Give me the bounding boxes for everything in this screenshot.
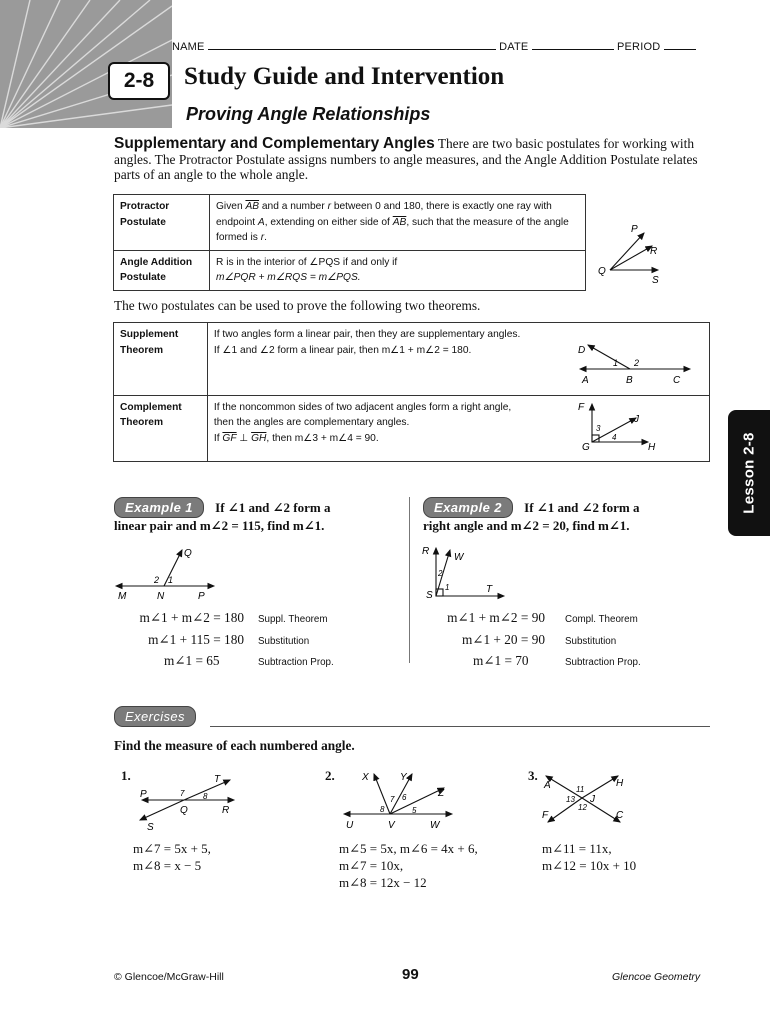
step-equation: m∠1 = 65 xyxy=(164,653,220,668)
example-2-figure xyxy=(420,542,510,602)
exercise-2-number: 2. xyxy=(325,768,335,783)
label-h: H xyxy=(616,778,624,789)
given-equation: m∠11 = 11x, xyxy=(542,841,612,856)
label-u: U xyxy=(346,820,354,830)
postulate-text xyxy=(210,195,586,251)
postulate-name-line: Protractor xyxy=(120,201,170,212)
theorem-name-line: Complement xyxy=(120,401,182,413)
exercises-rule xyxy=(210,726,710,727)
example-2-steps xyxy=(421,608,641,673)
label-s: S xyxy=(652,275,659,286)
lesson-tab xyxy=(728,410,770,536)
theorem-line: then the angles are complementary angles. xyxy=(213,417,410,428)
theorem-line: If the noncommon sides of two adjacent angles form a right angle, xyxy=(213,401,512,413)
ray-ab: $\overline{AB}$ xyxy=(392,216,407,228)
label-3: 3 xyxy=(596,423,601,433)
table-row xyxy=(114,195,586,251)
date-field[interactable] xyxy=(532,40,614,50)
theorem-name xyxy=(114,395,208,462)
label-6: 6 xyxy=(402,793,407,802)
label-h: H xyxy=(648,441,656,452)
text-run: Given xyxy=(216,201,246,212)
theorems-intro: The two postulates can be used to prove the following two theorems. xyxy=(114,298,481,313)
page-subtitle: Proving Angle Relationships xyxy=(186,104,431,124)
exercise-2-givens xyxy=(339,840,478,891)
name-label: NAME xyxy=(172,41,205,53)
theorem-name-line: Theorem xyxy=(120,417,164,428)
label-1: 1 xyxy=(168,575,174,585)
postulate-line: R is in the interior of ∠PQS if and only if xyxy=(216,256,398,268)
label-j: J xyxy=(590,794,595,805)
angle-pqs-figure xyxy=(594,218,674,288)
label-r: R xyxy=(650,246,658,257)
table-row xyxy=(114,395,710,462)
complement-figure xyxy=(578,400,698,452)
theorem-line: If two angles form a linear pair, then they are supplementary angles. xyxy=(213,329,521,340)
theorem-line: If ∠1 and ∠2 form a linear pair, then m∠1 + m∠2 = 180. xyxy=(213,344,472,356)
step-equation: m∠1 = 70 xyxy=(473,653,529,668)
text-run: , extending on either side of xyxy=(264,216,393,228)
label-a: A xyxy=(544,780,551,791)
date-label: DATE xyxy=(499,41,529,53)
label-1: 1 xyxy=(613,358,619,368)
section-intro xyxy=(114,136,714,183)
label-1: 1 xyxy=(445,583,450,592)
text-run: , such that the measure of the angle formed is xyxy=(216,216,569,243)
given-equation: m∠5 = 5x, m∠6 = 4x + 6, xyxy=(339,841,478,856)
step-row xyxy=(421,651,641,673)
given-equation: m∠7 = 10x, xyxy=(339,858,404,873)
step-equation: m∠1 + 115 = 180 xyxy=(148,631,244,647)
theorem-name-line: Theorem xyxy=(120,344,164,356)
label-8: 8 xyxy=(380,805,385,814)
table-row xyxy=(114,250,586,290)
complement-figure-cell xyxy=(572,395,709,462)
ray-ab: $\overline{AB}$ xyxy=(245,201,260,212)
label-s: S xyxy=(426,590,433,601)
theorems-table xyxy=(113,322,710,462)
postulate-line: m∠PQR + m∠RQS = m∠PQS. xyxy=(216,272,361,283)
section-heading: Supplementary and Complementary Angles xyxy=(114,135,435,152)
label-q: Q xyxy=(180,805,188,816)
label-5: 5 xyxy=(412,806,417,815)
text-run: If xyxy=(213,432,223,444)
label-11: 11 xyxy=(576,785,585,794)
label-j: J xyxy=(634,413,640,425)
example-1-steps xyxy=(112,608,334,673)
exercise-3-figure xyxy=(538,768,638,830)
page-title: Study Guide and Intervention xyxy=(184,63,505,90)
theorem-text xyxy=(207,395,572,462)
exercises-instruction: Find the measure of each numbered angle. xyxy=(114,738,355,753)
label-z: Z xyxy=(438,788,445,799)
example-2-badge: Example 2 xyxy=(423,497,513,518)
step-reason: Substitution xyxy=(565,635,617,647)
exercises-badge: Exercises xyxy=(114,706,196,727)
step-row xyxy=(112,630,334,652)
example-1-question-line: If ∠1 and ∠2 form a xyxy=(215,500,331,515)
supplement-figure xyxy=(578,327,698,385)
example-1-badge: Example 1 xyxy=(114,497,204,518)
label-w: W xyxy=(430,820,440,830)
label-x: X xyxy=(362,772,369,783)
label-c: C xyxy=(673,375,681,385)
label-t: T xyxy=(486,584,493,595)
lesson-tab-label: Lesson 2-8 xyxy=(740,432,758,514)
label-d: D xyxy=(578,345,586,356)
period-field[interactable] xyxy=(664,40,696,50)
label-q: Q xyxy=(184,548,192,559)
exercise-1-givens xyxy=(133,840,211,874)
section-intro-text: There are two basic postulates for working with angles. The Protractor Postulate assigns numbers to angle measures, and the Angle Addition Postulate relates parts of an angle to the whole angle. xyxy=(114,136,698,182)
postulate-name xyxy=(114,195,210,251)
label-12: 12 xyxy=(578,803,587,812)
theorem-name xyxy=(114,323,208,396)
example-1-question xyxy=(114,497,404,534)
table-row xyxy=(114,323,710,396)
segment-gh: $\overline{GH}$ xyxy=(251,432,267,444)
postulate-name xyxy=(114,250,210,290)
step-row xyxy=(112,608,334,630)
var-r: r xyxy=(327,201,331,212)
postulate-text xyxy=(210,250,586,290)
footer-book-title: Glencoe Geometry xyxy=(612,971,701,983)
text-run: . xyxy=(264,232,267,243)
example-2-question-line: If ∠1 and ∠2 form a xyxy=(524,500,640,515)
text-run: , then m∠3 + m∠4 = 90. xyxy=(266,432,379,444)
example-1-question-line: linear pair and m∠2 = 115, find m∠1. xyxy=(114,518,325,533)
postulate-name-line: Postulate xyxy=(120,216,166,228)
given-equation: m∠12 = 10x + 10 xyxy=(542,858,637,873)
label-v: V xyxy=(388,820,395,830)
example-2-question xyxy=(423,497,713,534)
label-8: 8 xyxy=(203,792,208,801)
label-s: S xyxy=(147,822,154,833)
label-2: 2 xyxy=(634,358,640,368)
step-row xyxy=(421,608,641,630)
period-label: PERIOD xyxy=(616,41,661,53)
supplement-figure-cell xyxy=(572,323,709,396)
postulate-name-line: Angle Addition xyxy=(120,256,193,268)
example-1-figure xyxy=(114,544,224,602)
label-m: M xyxy=(118,591,127,602)
exercise-1-number: 1. xyxy=(121,768,131,783)
exercise-3-number: 3. xyxy=(528,768,538,783)
label-p: P xyxy=(198,591,205,602)
label-b: B xyxy=(626,375,634,385)
label-c: C xyxy=(616,810,624,821)
name-field[interactable] xyxy=(208,40,496,50)
step-equation: m∠1 + m∠2 = 90 xyxy=(447,610,545,625)
name-date-period-line xyxy=(172,40,696,53)
label-a: A xyxy=(582,375,590,385)
step-equation: m∠1 + m∠2 = 180 xyxy=(139,610,244,625)
text-run: ⊥ xyxy=(236,432,252,444)
label-7: 7 xyxy=(390,795,395,804)
step-reason: Compl. Theorem xyxy=(565,614,638,625)
point-a: A xyxy=(257,216,265,228)
page-number: 99 xyxy=(402,966,419,983)
label-p: P xyxy=(140,789,147,800)
var-r: r xyxy=(260,232,265,243)
label-4: 4 xyxy=(612,432,617,442)
given-equation: m∠8 = x − 5 xyxy=(133,858,202,873)
footer-copyright: © Glencoe/McGraw-Hill xyxy=(114,971,224,983)
label-f: F xyxy=(578,401,585,413)
label-r: R xyxy=(222,805,230,816)
step-reason: Substitution xyxy=(258,635,310,647)
step-equation: m∠1 + 20 = 90 xyxy=(461,631,545,647)
label-y: Y xyxy=(400,772,407,783)
examples-divider xyxy=(409,497,410,663)
label-t: T xyxy=(214,774,221,785)
label-13: 13 xyxy=(566,795,575,804)
step-row xyxy=(112,651,334,673)
label-p: P xyxy=(631,224,638,235)
given-equation: m∠7 = 5x + 5, xyxy=(133,841,211,856)
text-run: and a number xyxy=(259,201,328,212)
step-reason: Subtraction Prop. xyxy=(258,657,334,668)
step-reason: Suppl. Theorem xyxy=(258,614,328,625)
theorem-line xyxy=(214,431,567,447)
exercises-badge-wrap xyxy=(114,706,196,727)
exercise-3-givens xyxy=(542,840,636,874)
label-7: 7 xyxy=(180,789,185,798)
label-q: Q xyxy=(598,266,606,277)
theorem-text xyxy=(207,323,572,396)
segment-gf: $\overline{GF}$ xyxy=(222,432,237,444)
label-n: N xyxy=(157,591,165,602)
label-w: W xyxy=(454,552,464,563)
step-row xyxy=(421,630,641,652)
example-2-question-line: right angle and m∠2 = 20, find m∠1. xyxy=(423,518,630,533)
given-equation: m∠8 = 12x − 12 xyxy=(339,875,427,890)
theorem-name-line: Supplement xyxy=(120,329,179,340)
exercise-1-figure xyxy=(134,770,244,834)
lesson-number-badge: 2-8 xyxy=(108,62,170,100)
label-2: 2 xyxy=(438,569,443,578)
postulates-table xyxy=(113,194,586,291)
label-r: R xyxy=(422,546,430,557)
label-2: 2 xyxy=(154,575,160,585)
postulate-name-line: Postulate xyxy=(120,272,166,283)
label-f: F xyxy=(542,810,549,821)
text-run: between 0 and 180, there is exactly one ray with endpoint xyxy=(216,201,552,228)
exercise-2-figure xyxy=(338,768,458,830)
label-g: G xyxy=(582,441,591,452)
step-reason: Subtraction Prop. xyxy=(565,657,641,668)
